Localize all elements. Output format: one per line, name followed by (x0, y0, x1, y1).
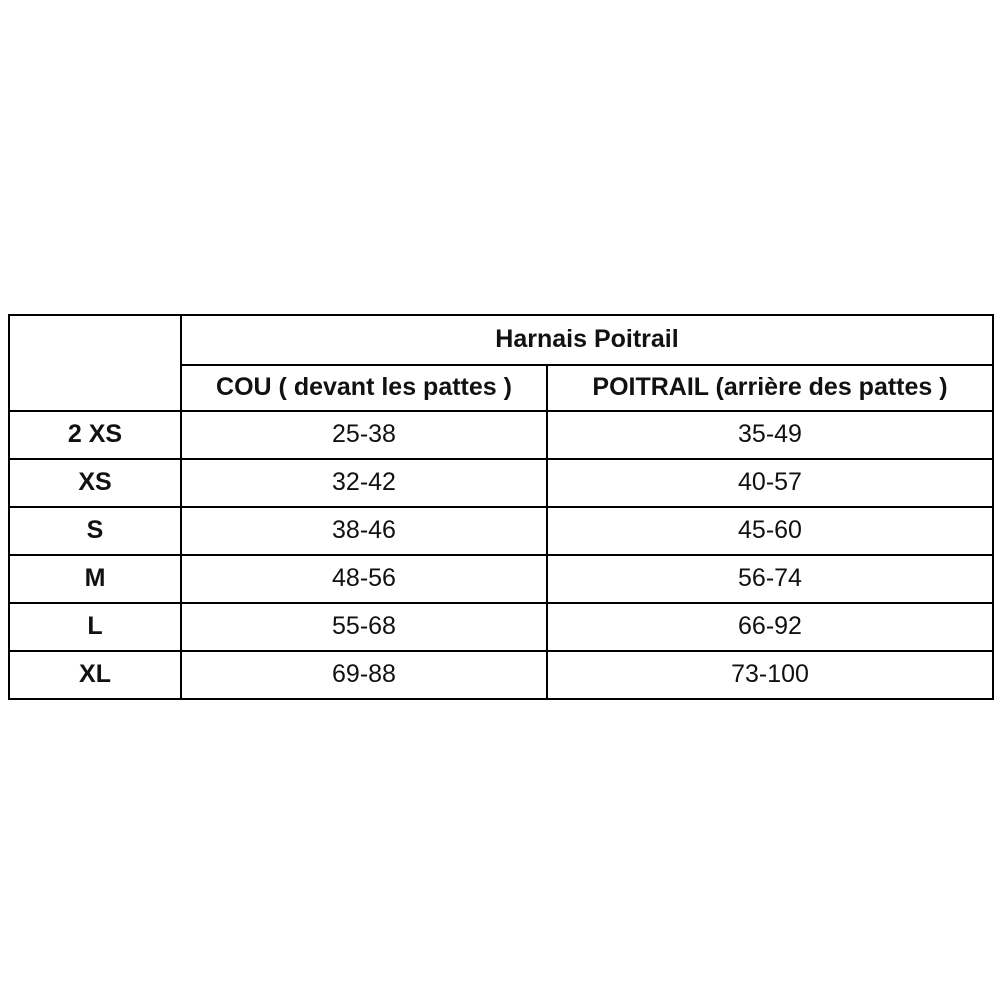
row-neck-value: 48-56 (181, 555, 547, 603)
row-size-label: M (9, 555, 181, 603)
row-neck-value: 32-42 (181, 459, 547, 507)
row-size-label: L (9, 603, 181, 651)
row-chest-value: 45-60 (547, 507, 993, 555)
size-table (8, 314, 994, 700)
row-neck-value: 38-46 (181, 507, 547, 555)
table-row (9, 651, 993, 699)
size-chart (8, 314, 992, 700)
column-header-neck: COU ( devant les pattes ) (181, 365, 547, 411)
row-chest-value: 35-49 (547, 411, 993, 459)
table-row (9, 507, 993, 555)
column-header-chest: POITRAIL (arrière des pattes ) (547, 365, 993, 411)
table-subheader-row (9, 365, 993, 411)
row-size-label: S (9, 507, 181, 555)
row-neck-value: 25-38 (181, 411, 547, 459)
row-chest-value: 56-74 (547, 555, 993, 603)
table-row (9, 555, 993, 603)
table-title: Harnais Poitrail (181, 315, 993, 365)
row-neck-value: 69-88 (181, 651, 547, 699)
corner-blank-cell-lower (9, 365, 181, 411)
table-row (9, 603, 993, 651)
row-size-label: 2 XS (9, 411, 181, 459)
row-size-label: XS (9, 459, 181, 507)
row-chest-value: 73-100 (547, 651, 993, 699)
table-row (9, 411, 993, 459)
table-title-row (9, 315, 993, 365)
row-size-label: XL (9, 651, 181, 699)
corner-blank-cell (9, 315, 181, 365)
row-chest-value: 40-57 (547, 459, 993, 507)
row-neck-value: 55-68 (181, 603, 547, 651)
table-row (9, 459, 993, 507)
row-chest-value: 66-92 (547, 603, 993, 651)
